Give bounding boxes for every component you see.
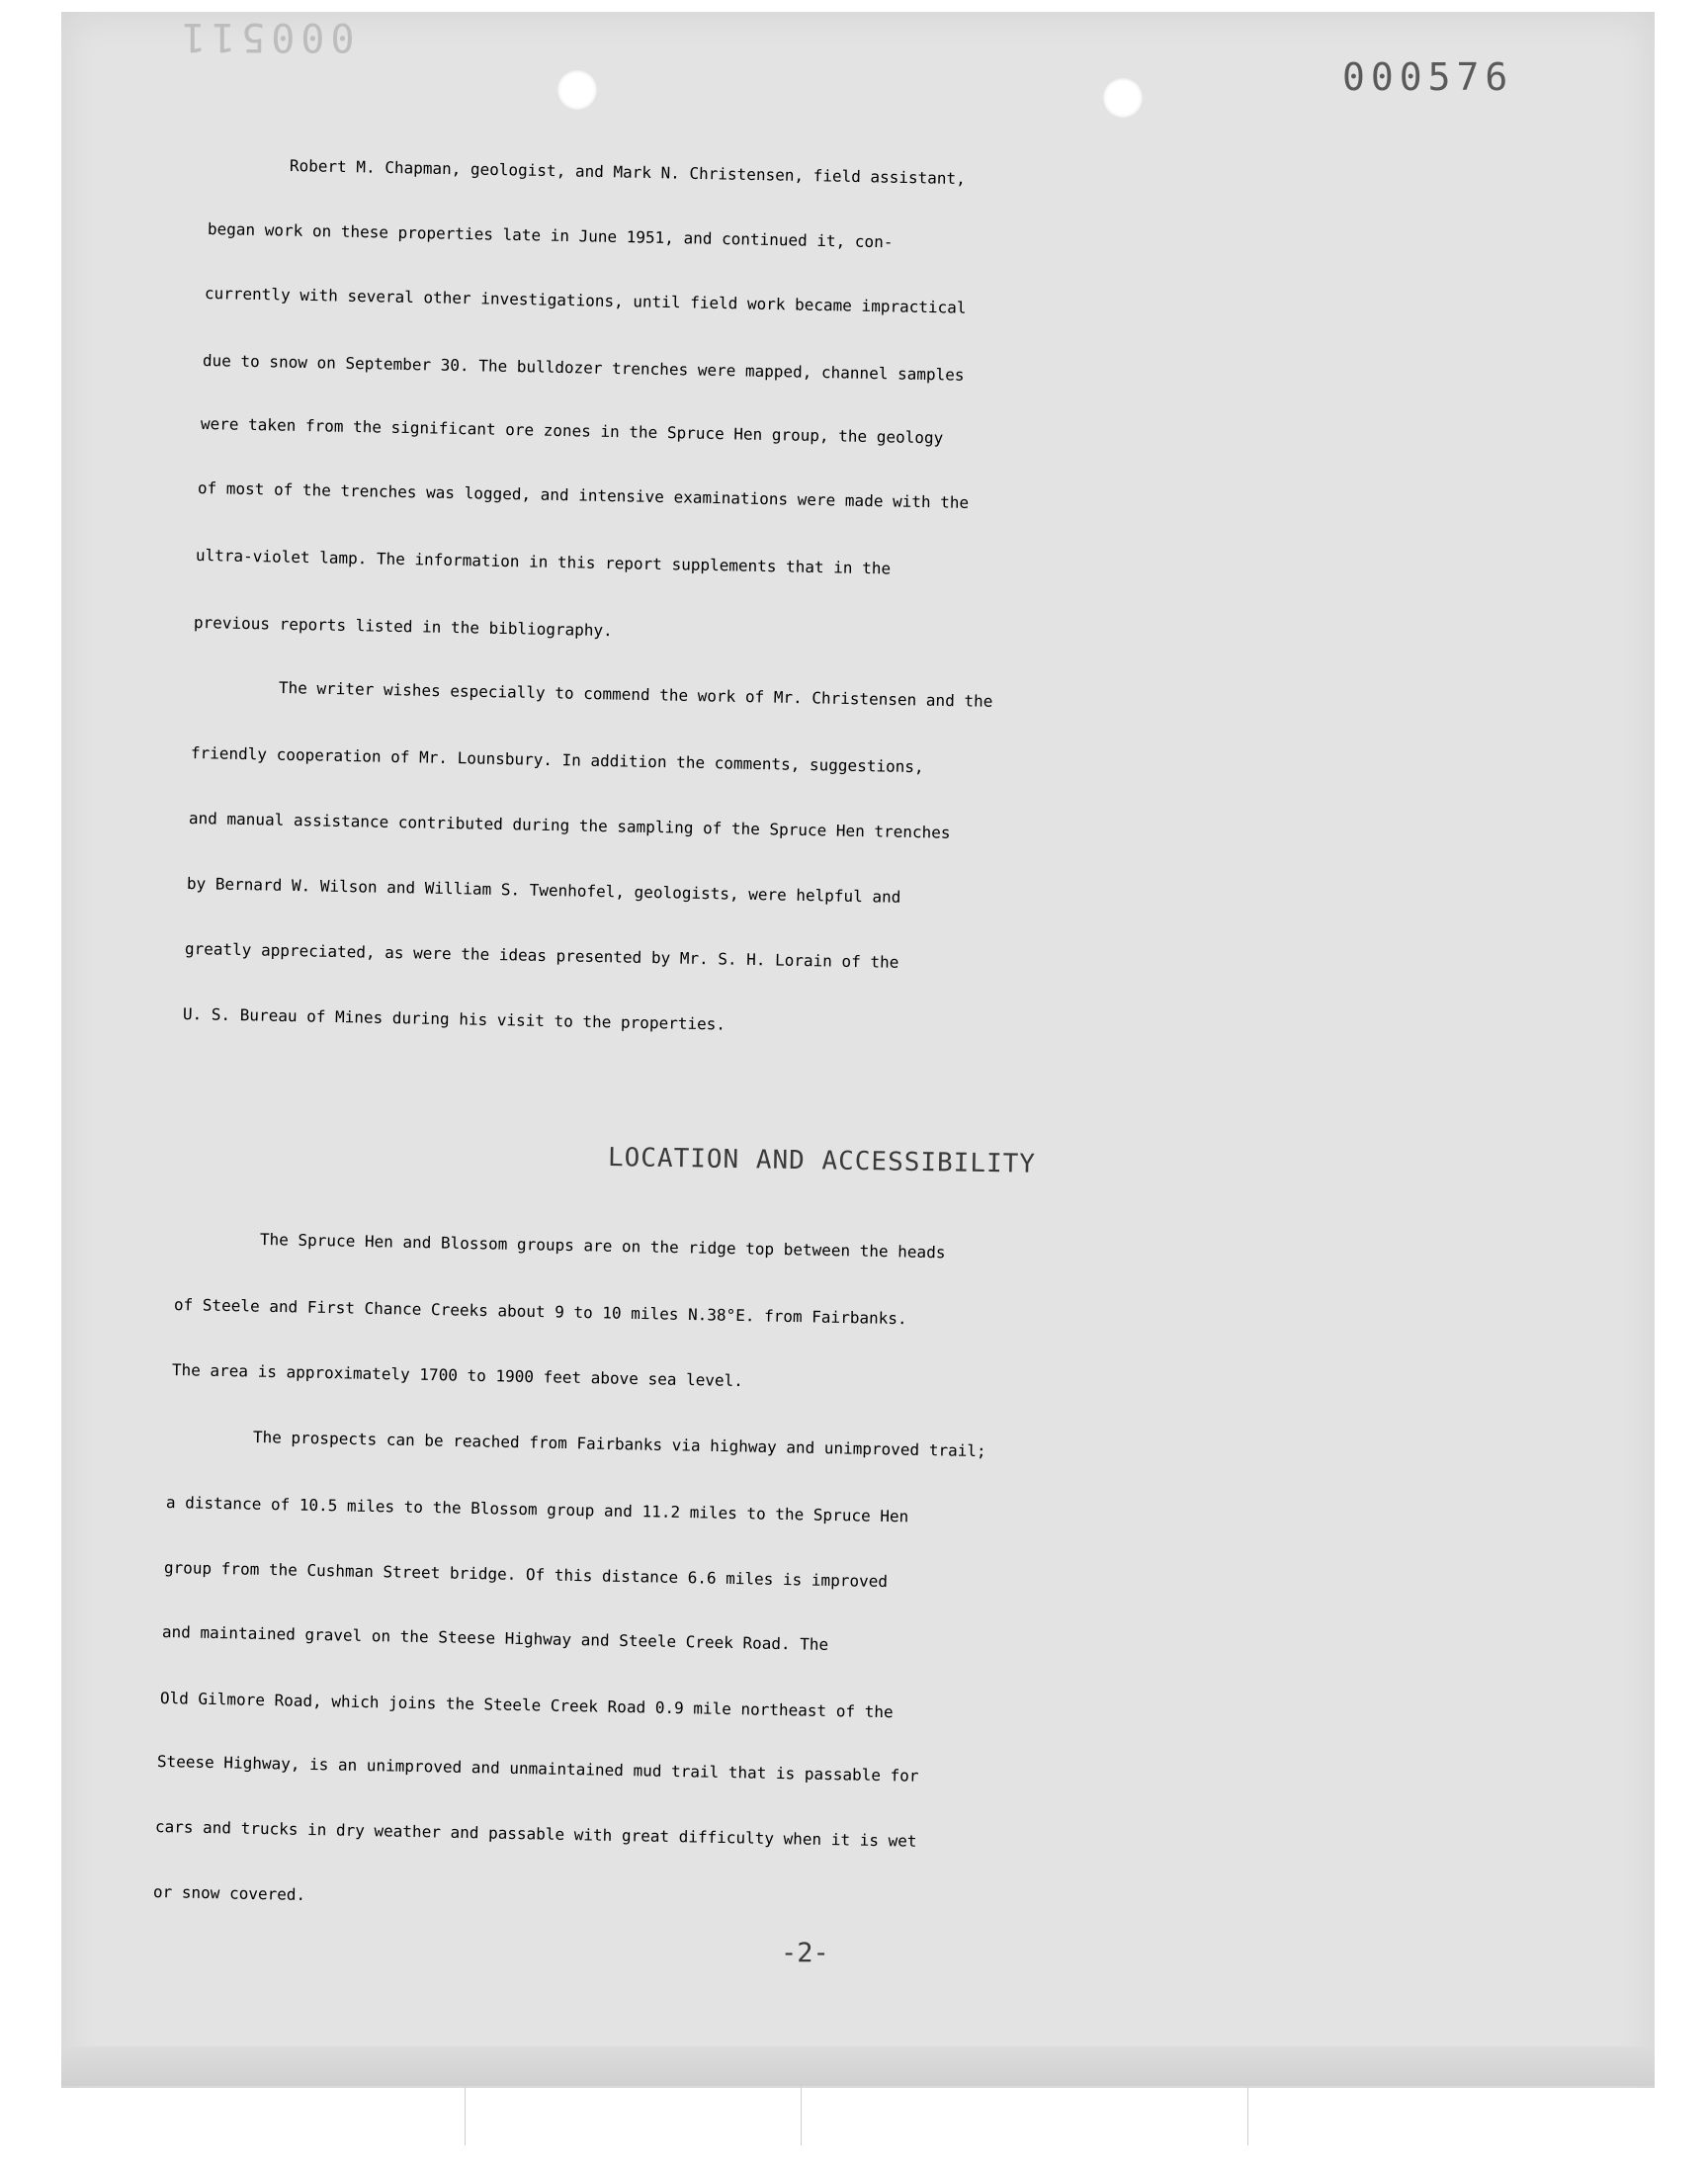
- text-line: Steese Highway, is an unimproved and unmaintained mud trail that is passable for: [156, 1752, 919, 1785]
- text-line: The area is approximately 1700 to 1900 feet above sea level.: [171, 1360, 744, 1391]
- text-line: The Spruce Hen and Blossom groups are on the ridge top between the heads: [259, 1230, 946, 1262]
- text-line: due to snow on September 30. The bulldozer trenches were mapped, channel samples: [202, 351, 965, 385]
- text-line: by Bernard W. Wilson and William S. Twenhofel, geologists, were helpful and: [186, 874, 901, 907]
- text-line: greatly appreciated, as were the ideas presented by Mr. S. H. Lorain of the: [184, 939, 899, 972]
- page-id-stamp: 000576: [1342, 55, 1514, 99]
- page-number: -2-: [781, 1938, 829, 1968]
- text-line: Robert M. Chapman, geologist, and Mark N. Christensen, field assistant,: [289, 156, 966, 189]
- text-line: Old Gilmore Road, which joins the Steele Creek Road 0.9 mile northeast of the: [159, 1689, 894, 1722]
- text-line: U. S. Bureau of Mines during his visit to the properties.: [182, 1004, 726, 1034]
- text-line: and manual assistance contributed during the sampling of the Spruce Hen trenches: [188, 809, 951, 842]
- punch-hole-right: [1102, 77, 1144, 119]
- text-line: and maintained gravel on the Steese Highway and Steele Creek Road. The: [161, 1622, 829, 1654]
- text-line: a distance of 10.5 miles to the Blossom group and 11.2 miles to the Spruce Hen: [165, 1493, 909, 1526]
- scan-artifact-line: [1247, 2086, 1248, 2145]
- text-line: began work on these properties late in June 1951, and continued it, con-: [207, 219, 894, 252]
- section-heading: LOCATION AND ACCESSIBILITY: [607, 1143, 1037, 1179]
- text-line: ultra-violet lamp. The information in this report supplements that in the: [195, 546, 892, 578]
- bleed-through-page-number: 000511: [176, 14, 355, 59]
- scan-artifact-line: [801, 2086, 802, 2145]
- punch-hole-left: [556, 69, 598, 111]
- text-line: were taken from the significant ore zones in the Spruce Hen group, the geology: [200, 414, 944, 448]
- scan-artifact-line: [465, 2086, 466, 2145]
- page-bottom-edge: [61, 2046, 1655, 2086]
- text-line: cars and trucks in dry weather and passable with great difficulty when it is wet: [154, 1817, 917, 1851]
- text-line: friendly cooperation of Mr. Lounsbury. In addition the comments, suggestions,: [190, 743, 924, 777]
- text-line: of most of the trenches was logged, and intensive examinations were made with the: [197, 478, 970, 512]
- text-line: The prospects can be reached from Fairbanks via highway and unimproved trail;: [252, 1428, 986, 1461]
- text-line: The writer wishes especially to commend the work of Mr. Christensen and the: [278, 678, 993, 711]
- text-line: of Steele and First Chance Creeks about 9 to 10 miles N.38°E. from Fairbanks.: [173, 1295, 907, 1329]
- text-line: group from the Cushman Street bridge. Of this distance 6.6 miles is improved: [163, 1558, 889, 1592]
- text-line: or snow covered.: [152, 1882, 306, 1904]
- text-line: previous reports listed in the bibliography.: [193, 613, 613, 641]
- text-line: currently with several other investigations, until field work became impractical: [204, 284, 967, 317]
